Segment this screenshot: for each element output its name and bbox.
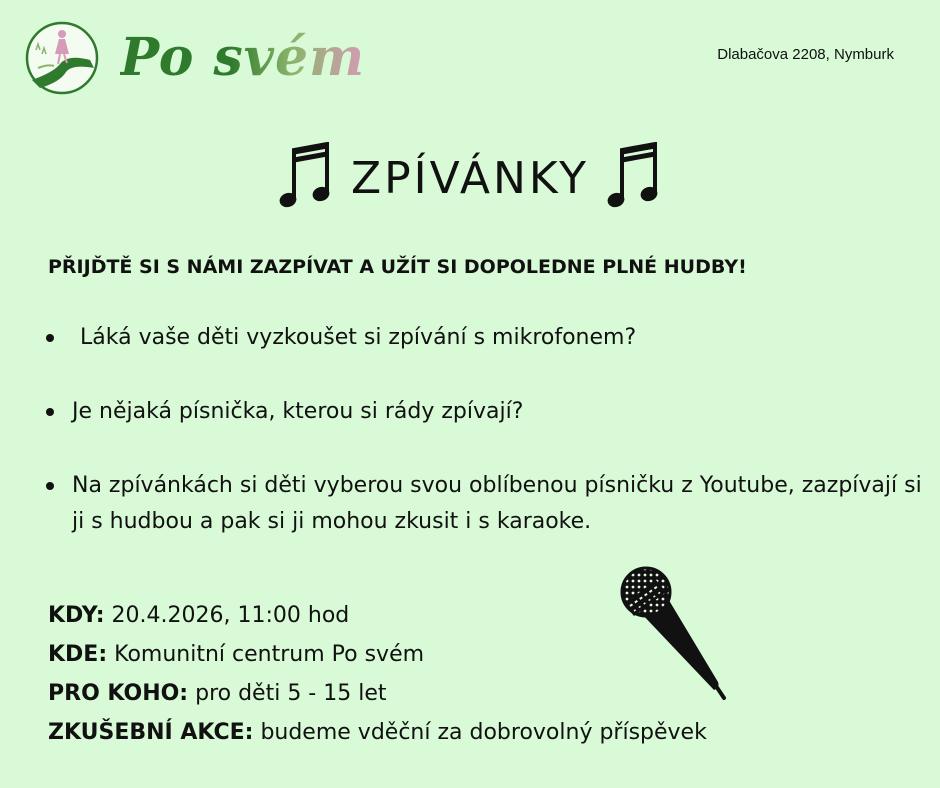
detail-value: Komunitní centrum Po svém [114, 642, 425, 667]
girl-on-path-logo-icon [24, 20, 100, 96]
detail-value: budeme vděční za dobrovolný příspěvek [260, 720, 707, 745]
list-item-text: Na zpívánkách si děti vyberou svou oblíbenou písničku z Youtube, zazpívají si ji s hudbou a pak si ji mohou zkusit i s karaoke. [72, 473, 922, 534]
detail-label: KDE: [48, 642, 108, 667]
bullet-icon [46, 482, 54, 490]
detail-label: KDY: [48, 603, 105, 628]
invitation-subtitle: PŘIJĎTĚ SI S NÁMI ZAZPÍVAT A UŽÍT SI DOPOLEDNE PLNÉ HUDBY! [48, 256, 747, 278]
list-item-text: Láká vaše děti vyzkoušet si zpívání s mikrofonem? [80, 325, 637, 350]
bullet-icon [46, 408, 54, 416]
detail-when [48, 596, 707, 635]
music-note-icon [607, 142, 661, 214]
brand-name: Po svém [120, 20, 365, 96]
title-row [0, 138, 940, 218]
list-item [44, 468, 924, 540]
microphone-icon [612, 566, 742, 704]
address: Dlabačova 2208, Nymburk [717, 46, 894, 63]
event-title: ZPÍVÁNKY [350, 152, 590, 204]
detail-label: PRO KOHO: [48, 681, 189, 706]
music-note-icon [279, 142, 333, 214]
detail-who [48, 674, 707, 713]
list-item [44, 394, 924, 430]
detail-label: ZKUŠEBNÍ AKCE: [48, 720, 254, 745]
bullet-icon [46, 334, 54, 342]
detail-value: pro děti 5 - 15 let [195, 681, 387, 706]
detail-trial [48, 713, 707, 752]
list-item [44, 320, 924, 356]
detail-where [48, 635, 707, 674]
question-list [44, 320, 924, 540]
event-details [48, 596, 707, 752]
list-item-text: Je nějaká písnička, kterou si rády zpívají? [72, 399, 524, 424]
detail-value: 20.4.2026, 11:00 hod [111, 603, 350, 628]
